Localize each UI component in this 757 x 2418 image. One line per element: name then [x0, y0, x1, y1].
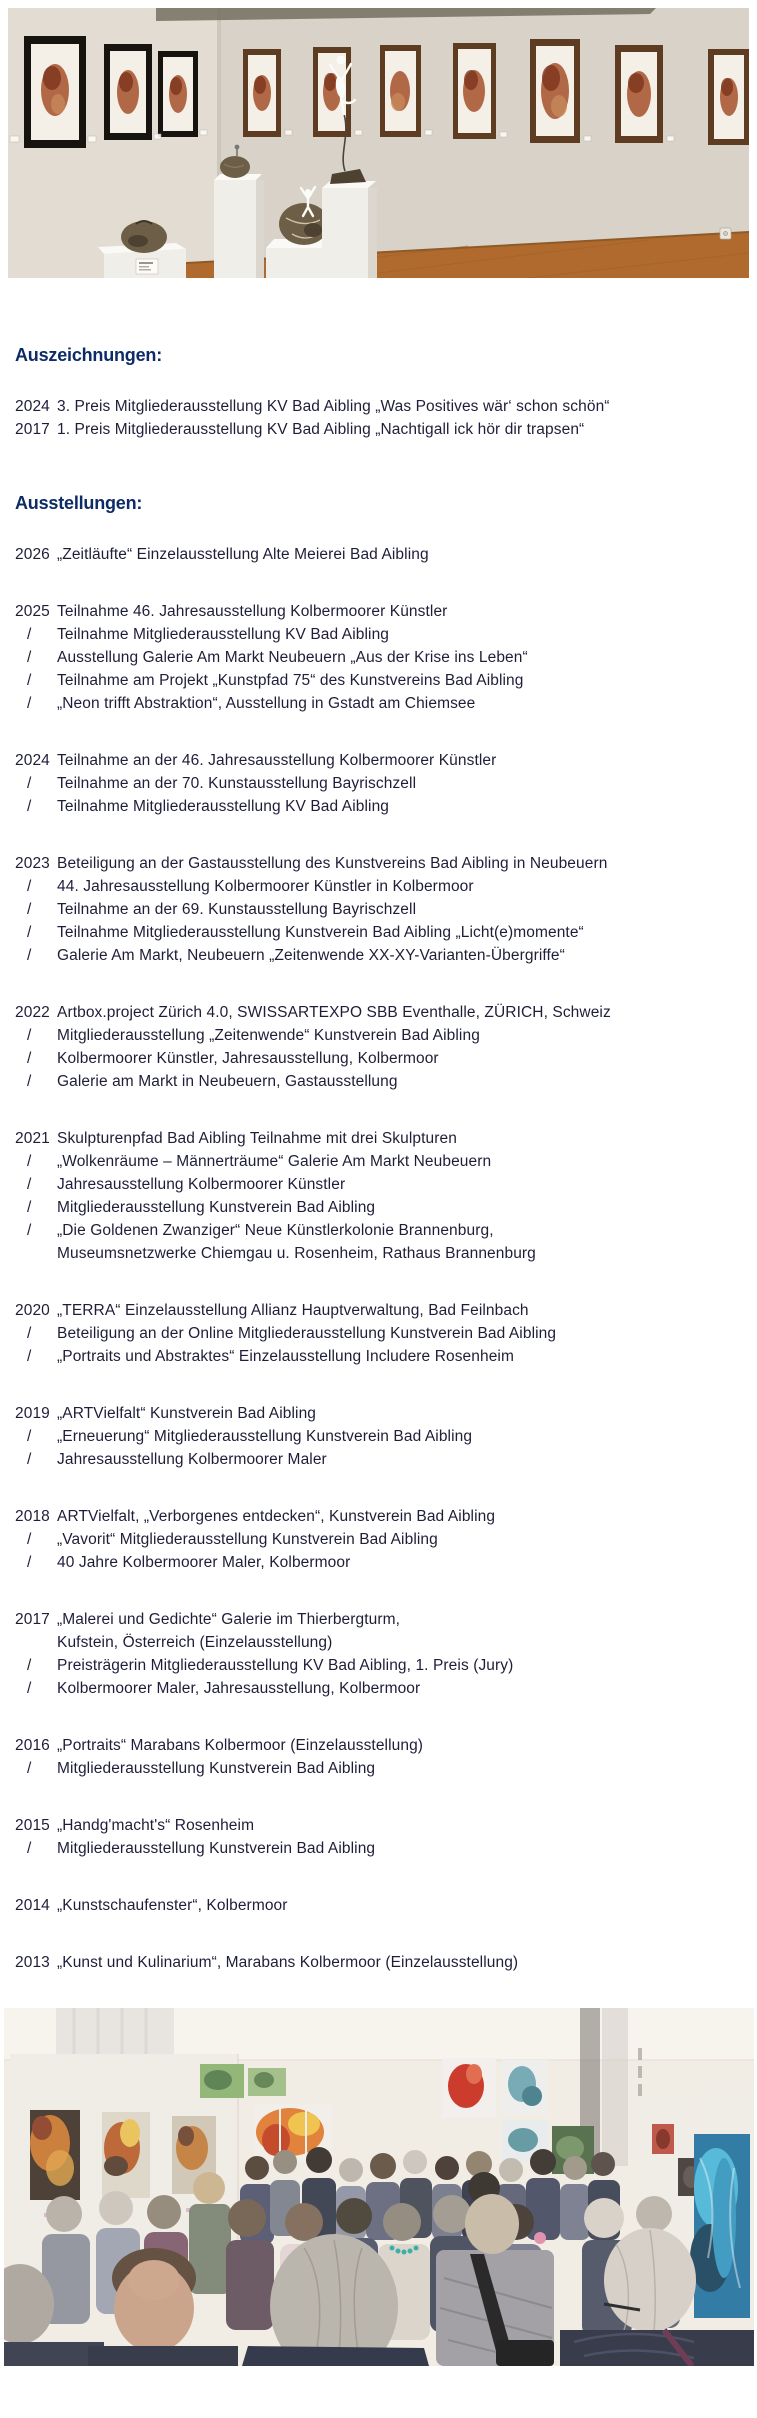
year-label: 2014	[15, 1897, 50, 1914]
continuation-marker: /	[27, 775, 32, 792]
list-row	[15, 1402, 757, 1425]
entry-text: Galerie Am Markt, Neubeuern „Zeitenwende XX-XY-Varianten-Übergriffe“	[57, 947, 565, 964]
list-row	[15, 395, 757, 418]
list-row	[15, 418, 757, 441]
entry-text: Galerie am Markt in Neubeuern, Gastausstellung	[57, 1073, 398, 1090]
continuation-marker: /	[27, 1680, 32, 1697]
entry-text: „Kunstschaufenster“, Kolbermoor	[57, 1897, 288, 1914]
exhibition-year-group	[15, 1127, 757, 1265]
entry-text: Kolbermoorer Maler, Jahresausstellung, Kolbermoor	[57, 1680, 421, 1697]
list-row	[15, 1448, 757, 1471]
list-row	[15, 749, 757, 772]
entry-text: 1. Preis Mitgliederausstellung KV Bad Aibling „Nachtigall ick hör dir trapsen“	[57, 421, 585, 438]
list-row	[15, 1608, 757, 1631]
entry-text: Teilnahme Mitgliederausstellung KV Bad Aibling	[57, 626, 390, 643]
list-row	[15, 898, 757, 921]
list-row	[15, 795, 757, 818]
year-label	[15, 1242, 57, 1265]
continuation-marker: /	[27, 1657, 32, 1674]
list-row	[15, 1299, 757, 1322]
list-row	[15, 1654, 757, 1677]
entry-text: „Wolkenräume – Männerträume“ Galerie Am Markt Neubeuern	[57, 1153, 492, 1170]
continuation-marker: /	[27, 1222, 32, 1239]
entry-text: „ARTVielfalt“ Kunstverein Bad Aibling	[57, 1405, 317, 1422]
list-row	[15, 1150, 757, 1173]
list-row	[15, 600, 757, 623]
entry-text: Teilnahme an der 70. Kunstausstellung Bayrischzell	[57, 775, 417, 792]
bottom-vernissage-crowd-photo	[4, 2008, 754, 2366]
exhibition-year-group	[15, 852, 757, 967]
exhibition-year-group	[15, 543, 757, 566]
entry-text: 44. Jahresausstellung Kolbermoorer Künstler in Kolbermoor	[57, 878, 474, 895]
entry-text: Artbox.project Zürich 4.0, SWISSARTEXPO SBB Eventhalle, ZÜRICH, Schweiz	[57, 1004, 611, 1021]
framed-artworks	[24, 36, 749, 148]
exhibitions-section-title: Ausstellungen:	[15, 493, 143, 513]
continuation-marker: /	[27, 1531, 32, 1548]
year-label: 2023	[15, 855, 50, 872]
continuation-marker: /	[27, 1073, 32, 1090]
entry-text: Kufstein, Österreich (Einzelausstellung)	[57, 1634, 333, 1651]
continuation-marker: /	[27, 1199, 32, 1216]
list-row	[15, 1024, 757, 1047]
continuation-marker: /	[27, 1760, 32, 1777]
exhibition-year-group	[15, 600, 757, 715]
entry-text: „Erneuerung“ Mitgliederausstellung Kunstverein Bad Aibling	[57, 1428, 473, 1445]
year-label	[15, 1631, 57, 1654]
continuation-marker: /	[27, 672, 32, 689]
year-label: 2024	[15, 398, 50, 415]
entry-text: „Portraits und Abstraktes“ Einzelausstellung Includere Rosenheim	[57, 1348, 514, 1365]
list-row	[15, 646, 757, 669]
exhibition-year-group	[15, 1814, 757, 1860]
exhibitions-list	[15, 543, 757, 1974]
entry-text: Teilnahme 46. Jahresausstellung Kolbermoorer Künstler	[57, 603, 448, 620]
entry-text: „TERRA“ Einzelausstellung Allianz Hauptverwaltung, Bad Feilnbach	[57, 1302, 529, 1319]
exhibition-year-group	[15, 1951, 757, 1974]
list-row	[15, 1196, 757, 1219]
continuation-marker: /	[27, 878, 32, 895]
continuation-marker: /	[27, 1554, 32, 1571]
list-row	[15, 1219, 757, 1242]
entry-text: „Portraits“ Marabans Kolbermoor (Einzelausstellung)	[57, 1737, 424, 1754]
continuation-marker: /	[27, 924, 32, 941]
list-row	[15, 875, 757, 898]
entry-text: Jahresausstellung Kolbermoorer Maler	[57, 1451, 327, 1468]
entry-text: Teilnahme an der 46. Jahresausstellung Kolbermoorer Künstler	[57, 752, 497, 769]
continuation-marker: /	[27, 1428, 32, 1445]
entry-text: „Handg'macht's“ Rosenheim	[57, 1817, 255, 1834]
year-label: 2020	[15, 1302, 50, 1319]
exhibition-year-group	[15, 1608, 757, 1700]
list-row	[15, 1894, 757, 1917]
continuation-marker: /	[27, 1027, 32, 1044]
continuation-marker: /	[27, 1348, 32, 1365]
list-row	[15, 669, 757, 692]
year-label: 2026	[15, 546, 50, 563]
exhibition-year-group	[15, 1734, 757, 1780]
exhibition-year-group	[15, 749, 757, 818]
entry-text: Beteiligung an der Online Mitgliederausstellung Kunstverein Bad Aibling	[57, 1325, 557, 1342]
exhibition-year-group	[15, 1894, 757, 1917]
entry-text: „Die Goldenen Zwanziger“ Neue Künstlerkolonie Brannenburg,	[57, 1222, 494, 1239]
exhibition-year-group	[15, 1299, 757, 1368]
year-label: 2017	[15, 1611, 50, 1628]
list-row	[15, 1631, 757, 1654]
list-row	[15, 623, 757, 646]
list-row	[15, 1505, 757, 1528]
continuation-marker: /	[27, 649, 32, 666]
entry-text: 3. Preis Mitgliederausstellung KV Bad Aibling „Was Positives wär‘ schon schön“	[57, 398, 610, 415]
entry-text: Mitgliederausstellung Kunstverein Bad Aibling	[57, 1840, 376, 1857]
list-row	[15, 852, 757, 875]
entry-text: 40 Jahre Kolbermoorer Maler, Kolbermoor	[57, 1554, 351, 1571]
list-row	[15, 1677, 757, 1700]
list-row	[15, 1322, 757, 1345]
entry-text: ARTVielfalt, „Verborgenes entdecken“, Kunstverein Bad Aibling	[57, 1508, 496, 1525]
continuation-marker: /	[27, 798, 32, 815]
entry-text: „Vavorit“ Mitgliederausstellung Kunstverein Bad Aibling	[57, 1531, 438, 1548]
awards-list	[15, 395, 757, 441]
list-row	[15, 1345, 757, 1368]
list-row	[15, 1047, 757, 1070]
list-row	[15, 921, 757, 944]
entry-text: Mitgliederausstellung Kunstverein Bad Aibling	[57, 1760, 376, 1777]
year-label: 2019	[15, 1405, 50, 1422]
entry-text: Skulpturenpfad Bad Aibling Teilnahme mit drei Skulpturen	[57, 1130, 457, 1147]
entry-text: Ausstellung Galerie Am Markt Neubeuern „Aus der Krise ins Leben“	[57, 649, 528, 666]
entry-text: Mitgliederausstellung „Zeitenwende“ Kunstverein Bad Aibling	[57, 1027, 480, 1044]
exhibition-year-group	[15, 1505, 757, 1574]
list-row	[15, 1551, 757, 1574]
entry-text: „Neon trifft Abstraktion“, Ausstellung in Gstadt am Chiemsee	[57, 695, 476, 712]
entry-text: Teilnahme an der 69. Kunstausstellung Bayrischzell	[57, 901, 417, 918]
list-row	[15, 692, 757, 715]
continuation-marker: /	[27, 1050, 32, 1067]
list-row	[15, 1757, 757, 1780]
list-row	[15, 1242, 757, 1265]
list-row	[15, 944, 757, 967]
list-row	[15, 1814, 757, 1837]
entry-text: Preisträgerin Mitgliederausstellung KV Bad Aibling, 1. Preis (Jury)	[57, 1657, 514, 1674]
entry-text: „Zeitläufte“ Einzelausstellung Alte Meierei Bad Aibling	[57, 546, 429, 563]
continuation-marker: /	[27, 1451, 32, 1468]
top-exhibition-room-photo	[8, 8, 749, 278]
artist-cv-page	[0, 8, 757, 2366]
entry-text: Teilnahme Mitgliederausstellung Kunstverein Bad Aibling „Licht(e)momente“	[57, 924, 584, 941]
year-label: 2022	[15, 1004, 50, 1021]
exhibition-year-group	[15, 1402, 757, 1471]
year-label: 2013	[15, 1954, 50, 1971]
entry-text: Mitgliederausstellung Kunstverein Bad Aibling	[57, 1199, 376, 1216]
entry-text: Jahresausstellung Kolbermoorer Künstler	[57, 1176, 346, 1193]
power-outlet	[720, 228, 731, 239]
list-row	[15, 1127, 757, 1150]
list-row	[15, 1951, 757, 1974]
year-label: 2024	[15, 752, 50, 769]
awards-section-title: Auszeichnungen:	[15, 345, 163, 365]
list-row	[15, 1734, 757, 1757]
entry-text: „Malerei und Gedichte“ Galerie im Thierbergturm,	[57, 1611, 401, 1628]
list-row	[15, 1070, 757, 1093]
year-label: 2021	[15, 1130, 50, 1147]
year-label: 2017	[15, 421, 50, 438]
continuation-marker: /	[27, 947, 32, 964]
list-row	[15, 1173, 757, 1196]
continuation-marker: /	[27, 1840, 32, 1857]
list-row	[15, 1425, 757, 1448]
entry-text: Teilnahme am Projekt „Kunstpfad 75“ des Kunstvereins Bad Aibling	[57, 672, 524, 689]
continuation-marker: /	[27, 1176, 32, 1193]
continuation-marker: /	[27, 901, 32, 918]
entry-text: Teilnahme Mitgliederausstellung KV Bad Aibling	[57, 798, 390, 815]
continuation-marker: /	[27, 1153, 32, 1170]
year-label: 2018	[15, 1508, 50, 1525]
entry-text: Museumsnetzwerke Chiemgau u. Rosenheim, Rathaus Brannenburg	[57, 1245, 536, 1262]
entry-text: Beteiligung an der Gastausstellung des Kunstvereins Bad Aibling in Neubeuern	[57, 855, 608, 872]
year-label: 2016	[15, 1737, 50, 1754]
list-row	[15, 772, 757, 795]
list-row	[15, 1001, 757, 1024]
exhibition-year-group	[15, 1001, 757, 1093]
year-label: 2025	[15, 603, 50, 620]
continuation-marker: /	[27, 695, 32, 712]
list-row	[15, 1528, 757, 1551]
list-row	[15, 543, 757, 566]
continuation-marker: /	[27, 626, 32, 643]
entry-text: Kolbermoorer Künstler, Jahresausstellung, Kolbermoor	[57, 1050, 439, 1067]
year-label: 2015	[15, 1817, 50, 1834]
entry-text: „Kunst und Kulinarium“, Marabans Kolbermoor (Einzelausstellung)	[57, 1954, 519, 1971]
continuation-marker: /	[27, 1325, 32, 1342]
list-row	[15, 1837, 757, 1860]
